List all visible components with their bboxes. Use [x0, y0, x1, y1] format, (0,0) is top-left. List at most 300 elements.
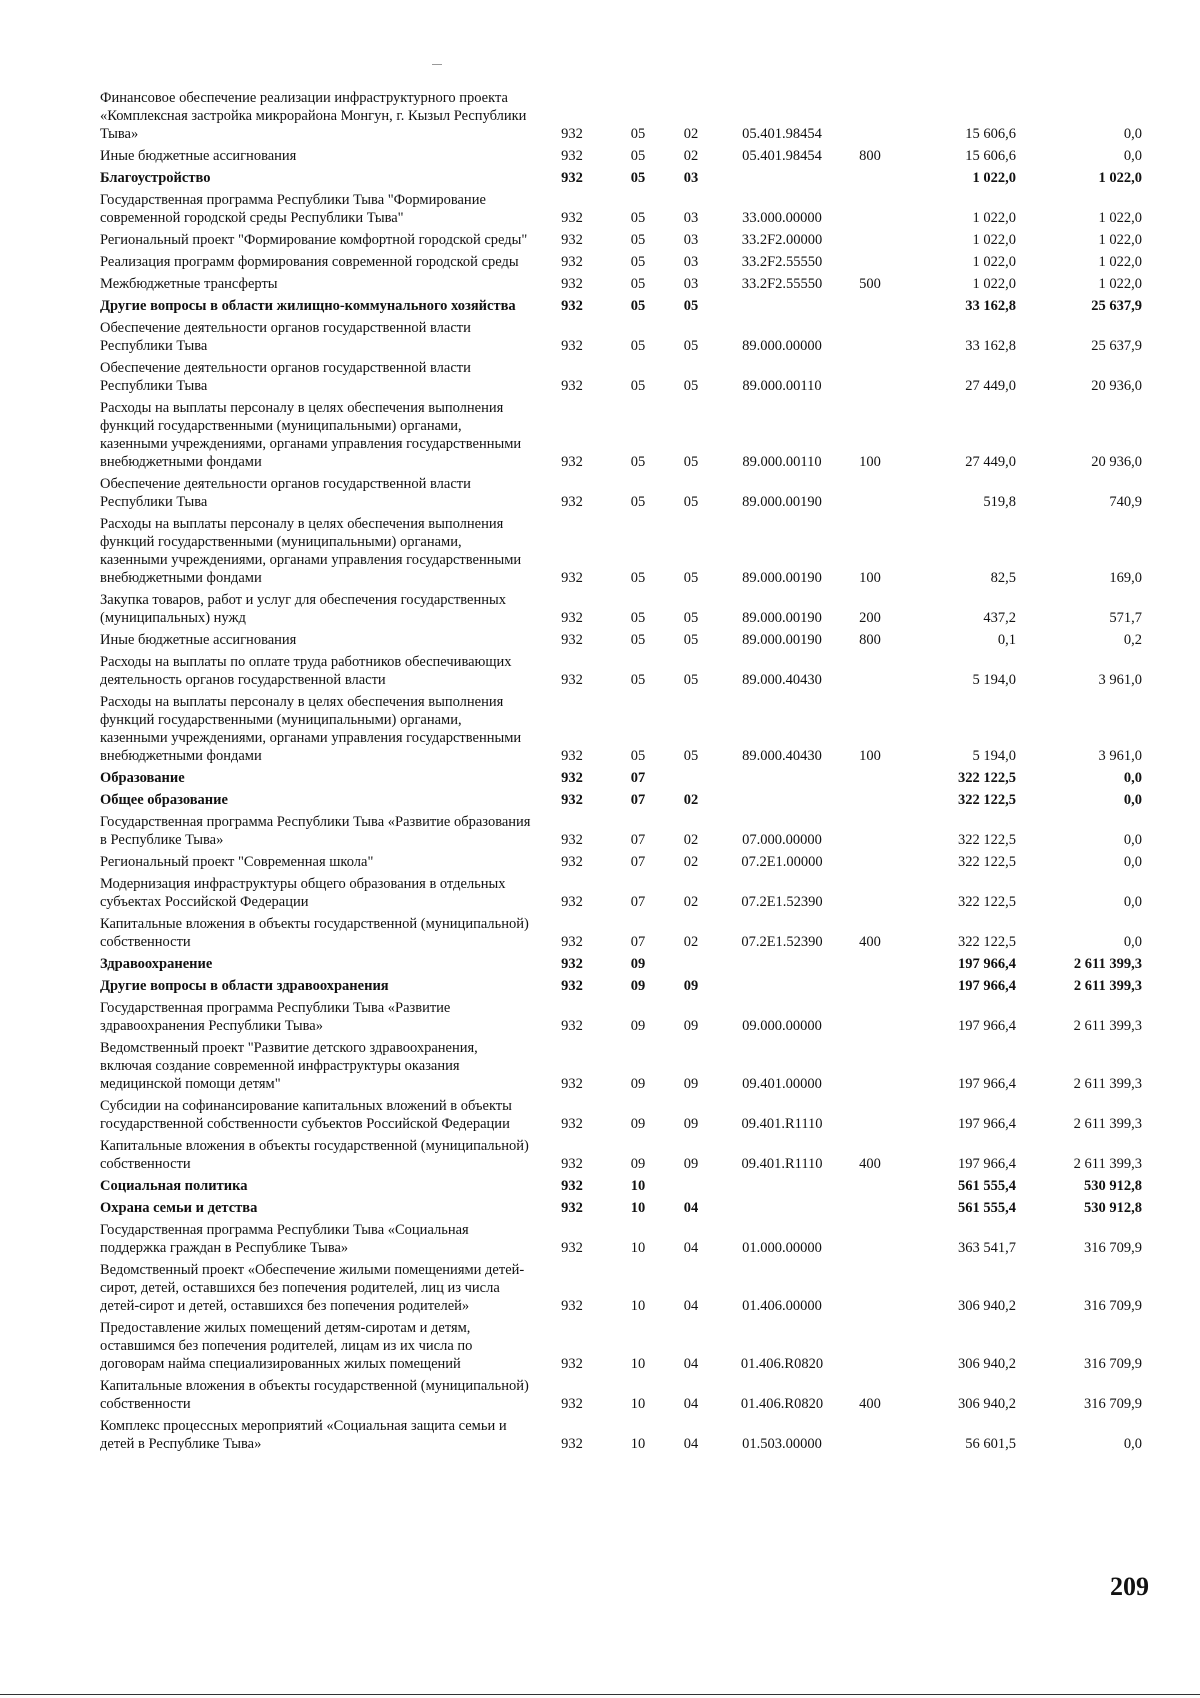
row-ved-cell: 932 [561, 378, 583, 394]
row-amount-2-cell: 0,0 [1123, 792, 1142, 808]
row-amount-1-cell: 1 022,0 [972, 254, 1016, 270]
row-name-cell: Субсидии на софинансирование капитальных вложений в объекты государственной собственности субъектов Российской Федерации [100, 1098, 512, 1132]
table-row [100, 954, 1142, 976]
table-row [100, 1038, 1142, 1096]
row-target-code-cell: 01.406.R0820 [740, 1396, 824, 1412]
row-target-code-cell: 33.000.00000 [742, 210, 822, 226]
row-section-cell: 09 [630, 1156, 646, 1172]
row-ved-cell: 932 [561, 792, 583, 808]
row-amount-1-cell: 322 122,5 [958, 894, 1016, 910]
row-name-cell: Охрана семьи и детства [100, 1200, 258, 1216]
row-section-cell: 07 [630, 854, 646, 870]
row-expense-type-cell [846, 168, 894, 190]
row-target-code-cell: 89.000.00190 [742, 610, 822, 626]
table-row [100, 630, 1142, 652]
table-row [100, 998, 1142, 1038]
row-name-cell: Капитальные вложения в объекты государственной (муниципальной) собственности [100, 1378, 529, 1412]
row-ved-cell: 932 [561, 770, 583, 786]
row-amount-2-cell: 1 022,0 [1098, 232, 1142, 248]
row-amount-1-cell: 5 194,0 [972, 748, 1016, 764]
row-name-cell: Социальная политика [100, 1178, 248, 1194]
row-subsection-cell: 09 [683, 978, 699, 994]
bottom-divider [0, 1694, 1200, 1695]
row-expense-type-cell [846, 358, 894, 398]
row-name-cell: Капитальные вложения в объекты государственной (муниципальной) собственности [100, 1138, 529, 1172]
row-target-code-cell [718, 296, 846, 318]
row-expense-type-cell [846, 230, 894, 252]
row-subsection-cell [664, 954, 718, 976]
row-expense-type-cell: 800 [859, 148, 881, 164]
row-name-cell: Финансовое обеспечение реализации инфраструктурного проекта «Комплексная застройка микрорайона Монгун, г. Кызыл Республики Тыва» [100, 90, 527, 142]
row-amount-1-cell: 56 601,5 [965, 1436, 1016, 1452]
row-ved-cell: 932 [561, 126, 583, 142]
row-amount-2-cell: 0,0 [1123, 934, 1142, 950]
row-section-cell: 05 [630, 298, 646, 314]
row-target-code-cell: 01.000.00000 [742, 1240, 822, 1256]
row-expense-type-cell [846, 1318, 894, 1376]
table-row [100, 1136, 1142, 1176]
row-name-cell: Ведомственный проект "Развитие детского здравоохранения, включая создание современной инфраструктуры оказания медицинской помощи детям" [100, 1040, 478, 1092]
row-target-code-cell: 07.2E1.00000 [741, 854, 823, 870]
row-ved-cell: 932 [561, 832, 583, 848]
row-target-code-cell: 89.000.00110 [742, 378, 822, 394]
row-name-cell: Здравоохранение [100, 956, 213, 972]
row-target-code-cell: 07.000.00000 [742, 832, 822, 848]
row-subsection-cell [664, 768, 718, 790]
row-expense-type-cell [846, 812, 894, 852]
row-name-cell: Образование [100, 770, 185, 786]
row-amount-2-cell: 0,0 [1123, 770, 1142, 786]
row-section-cell: 09 [630, 1116, 646, 1132]
row-expense-type-cell: 800 [859, 632, 881, 648]
row-amount-1-cell: 322 122,5 [958, 854, 1016, 870]
row-name-cell: Государственная программа Республики Тыва «Развитие здравоохранения Республики Тыва» [100, 1000, 451, 1034]
row-section-cell: 10 [630, 1396, 646, 1412]
row-amount-2-cell: 2 611 399,3 [1073, 956, 1142, 972]
row-section-cell: 05 [630, 254, 646, 270]
row-subsection-cell: 02 [683, 148, 699, 164]
row-ved-cell: 932 [561, 570, 583, 586]
row-ved-cell: 932 [561, 232, 583, 248]
row-target-code-cell [718, 1198, 846, 1220]
table-row [100, 1096, 1142, 1136]
row-section-cell: 05 [630, 454, 646, 470]
row-name-cell: Расходы на выплаты персоналу в целях обеспечения выполнения функций государственными (муниципальными) органами, казенными учреждениями, органами управления государственными внебюджетными фондами [100, 694, 522, 764]
row-amount-2-cell: 2 611 399,3 [1073, 978, 1142, 994]
row-section-cell: 05 [630, 338, 646, 354]
row-target-code-cell: 89.000.00190 [742, 570, 822, 586]
row-section-cell: 05 [630, 610, 646, 626]
row-name-cell: Другие вопросы в области жилищно-коммунального хозяйства [100, 298, 516, 314]
row-section-cell: 05 [630, 232, 646, 248]
row-name-cell: Региональный проект "Формирование комфортной городской среды" [100, 232, 528, 248]
row-ved-cell: 932 [561, 1298, 583, 1314]
row-ved-cell: 932 [561, 1178, 583, 1194]
row-amount-2-cell: 571,7 [1109, 610, 1142, 626]
row-section-cell: 09 [630, 1076, 646, 1092]
row-ved-cell: 932 [561, 1436, 583, 1452]
row-subsection-cell: 04 [683, 1396, 699, 1412]
row-expense-type-cell: 500 [859, 276, 881, 292]
row-amount-1-cell: 33 162,8 [965, 298, 1016, 314]
row-section-cell: 09 [630, 1018, 646, 1034]
row-amount-2-cell: 316 709,9 [1084, 1298, 1142, 1314]
row-amount-1-cell: 322 122,5 [958, 770, 1016, 786]
row-amount-1-cell: 82,5 [990, 570, 1016, 586]
table-row [100, 874, 1142, 914]
row-subsection-cell: 05 [683, 454, 699, 470]
table-row [100, 590, 1142, 630]
budget-table [100, 88, 1142, 1456]
row-section-cell: 07 [630, 832, 646, 848]
row-amount-1-cell: 1 022,0 [972, 232, 1016, 248]
row-name-cell: Межбюджетные трансферты [100, 276, 278, 292]
row-expense-type-cell [846, 874, 894, 914]
row-amount-2-cell: 3 961,0 [1098, 672, 1142, 688]
row-amount-2-cell: 316 709,9 [1084, 1240, 1142, 1256]
row-section-cell: 05 [630, 170, 646, 186]
row-subsection-cell: 02 [683, 894, 699, 910]
row-subsection-cell: 09 [683, 1116, 699, 1132]
row-expense-type-cell: 400 [859, 1156, 881, 1172]
budget-table-body [100, 88, 1142, 1456]
row-target-code-cell [718, 790, 846, 812]
row-name-cell: Расходы на выплаты по оплате труда работников обеспечивающих деятельность органов государственной власти [100, 654, 512, 688]
row-target-code-cell: 05.401.98454 [742, 148, 822, 164]
row-section-cell: 05 [630, 276, 646, 292]
row-name-cell: Благоустройство [100, 170, 211, 186]
row-section-cell: 05 [630, 632, 646, 648]
row-section-cell: 05 [630, 748, 646, 764]
table-row [100, 168, 1142, 190]
row-amount-2-cell: 740,9 [1109, 494, 1142, 510]
row-section-cell: 07 [630, 894, 646, 910]
scan-mark [432, 64, 442, 65]
table-row [100, 790, 1142, 812]
row-name-cell: Обеспечение деятельности органов государственной власти Республики Тыва [100, 360, 471, 394]
row-expense-type-cell [846, 1176, 894, 1198]
row-ved-cell: 932 [561, 148, 583, 164]
row-expense-type-cell [846, 998, 894, 1038]
row-target-code-cell: 07.2E1.52390 [741, 934, 823, 950]
row-subsection-cell: 05 [683, 672, 699, 688]
row-target-code-cell: 01.406.00000 [742, 1298, 822, 1314]
row-name-cell: Общее образование [100, 792, 228, 808]
row-amount-1-cell: 27 449,0 [965, 378, 1016, 394]
table-row [100, 252, 1142, 274]
row-target-code-cell [718, 976, 846, 998]
row-amount-1-cell: 197 966,4 [958, 1116, 1016, 1132]
row-target-code-cell: 89.000.40430 [742, 748, 822, 764]
row-ved-cell: 932 [561, 276, 583, 292]
row-target-code-cell: 01.406.R0820 [740, 1356, 824, 1372]
table-row [100, 398, 1142, 474]
row-section-cell: 10 [630, 1200, 646, 1216]
row-expense-type-cell [846, 1038, 894, 1096]
table-row [100, 230, 1142, 252]
row-ved-cell: 932 [561, 1156, 583, 1172]
row-name-cell: Капитальные вложения в объекты государственной (муниципальной) собственности [100, 916, 529, 950]
row-amount-2-cell: 2 611 399,3 [1073, 1076, 1142, 1092]
row-amount-1-cell: 27 449,0 [965, 454, 1016, 470]
row-subsection-cell: 04 [683, 1240, 699, 1256]
table-row [100, 652, 1142, 692]
table-row [100, 1198, 1142, 1220]
row-expense-type-cell: 400 [859, 934, 881, 950]
table-row [100, 812, 1142, 852]
row-amount-2-cell: 316 709,9 [1084, 1396, 1142, 1412]
page-number: 209 [1110, 1572, 1149, 1601]
row-section-cell: 09 [630, 956, 646, 972]
row-target-code-cell: 07.2E1.52390 [741, 894, 823, 910]
row-subsection-cell: 04 [683, 1356, 699, 1372]
row-name-cell: Государственная программа Республики Тыва «Социальная поддержка граждан в Республике Тыва» [100, 1222, 469, 1256]
row-subsection-cell: 05 [683, 298, 699, 314]
row-ved-cell: 932 [561, 454, 583, 470]
row-expense-type-cell [846, 1416, 894, 1456]
row-amount-1-cell: 363 541,7 [958, 1240, 1016, 1256]
row-amount-1-cell: 561 555,4 [958, 1200, 1016, 1216]
row-amount-1-cell: 197 966,4 [958, 1156, 1016, 1172]
row-expense-type-cell: 100 [859, 570, 881, 586]
row-target-code-cell: 09.401.00000 [742, 1076, 822, 1092]
row-ved-cell: 932 [561, 748, 583, 764]
row-ved-cell: 932 [561, 1018, 583, 1034]
row-section-cell: 10 [630, 1240, 646, 1256]
row-subsection-cell: 03 [683, 210, 699, 226]
row-amount-1-cell: 322 122,5 [958, 832, 1016, 848]
row-target-code-cell: 09.000.00000 [742, 1018, 822, 1034]
row-name-cell: Реализация программ формирования современной городской среды [100, 254, 519, 270]
row-subsection-cell: 04 [683, 1200, 699, 1216]
table-row [100, 318, 1142, 358]
row-name-cell: Расходы на выплаты персоналу в целях обеспечения выполнения функций государственными (муниципальными) органами, казенными учреждениями, органами управления государственными внебюджетными фондами [100, 400, 522, 470]
table-row [100, 914, 1142, 954]
row-name-cell: Другие вопросы в области здравоохранения [100, 978, 389, 994]
row-expense-type-cell [846, 1198, 894, 1220]
row-target-code-cell: 89.000.40430 [742, 672, 822, 688]
row-expense-type-cell [846, 976, 894, 998]
row-section-cell: 10 [630, 1298, 646, 1314]
table-row [100, 1416, 1142, 1456]
row-amount-2-cell: 0,0 [1123, 894, 1142, 910]
row-expense-type-cell [846, 790, 894, 812]
row-target-code-cell: 33.2F2.55550 [741, 254, 823, 270]
table-row [100, 358, 1142, 398]
row-name-cell: Закупка товаров, работ и услуг для обеспечения государственных (муниципальных) нужд [100, 592, 507, 626]
row-target-code-cell: 89.000.00000 [742, 338, 822, 354]
row-target-code-cell [718, 1176, 846, 1198]
row-subsection-cell: 05 [683, 378, 699, 394]
row-expense-type-cell [846, 852, 894, 874]
row-name-cell: Обеспечение деятельности органов государственной власти Республики Тыва [100, 320, 471, 354]
table-row [100, 1376, 1142, 1416]
row-subsection-cell: 03 [683, 276, 699, 292]
row-amount-1-cell: 1 022,0 [972, 210, 1016, 226]
row-subsection-cell: 04 [683, 1436, 699, 1452]
row-amount-1-cell: 306 940,2 [958, 1298, 1016, 1314]
row-expense-type-cell [846, 88, 894, 146]
row-section-cell: 05 [630, 126, 646, 142]
row-ved-cell: 932 [561, 1200, 583, 1216]
row-amount-1-cell: 1 022,0 [972, 276, 1016, 292]
row-amount-2-cell: 25 637,9 [1091, 298, 1142, 314]
row-subsection-cell: 02 [683, 792, 699, 808]
row-expense-type-cell: 100 [859, 748, 881, 764]
row-target-code-cell: 89.000.00110 [742, 454, 822, 470]
table-row [100, 296, 1142, 318]
row-subsection-cell: 05 [683, 494, 699, 510]
row-amount-2-cell: 0,0 [1123, 1436, 1142, 1452]
row-expense-type-cell [846, 318, 894, 358]
row-amount-1-cell: 1 022,0 [972, 170, 1016, 186]
table-row [100, 852, 1142, 874]
row-ved-cell: 932 [561, 338, 583, 354]
row-expense-type-cell [846, 252, 894, 274]
row-subsection-cell: 09 [683, 1076, 699, 1092]
row-ved-cell: 932 [561, 632, 583, 648]
row-name-cell: Модернизация инфраструктуры общего образования в отдельных субъектах Российской Федерации [100, 876, 506, 910]
row-ved-cell: 932 [561, 1116, 583, 1132]
row-section-cell: 09 [630, 978, 646, 994]
row-amount-2-cell: 2 611 399,3 [1073, 1018, 1142, 1034]
row-amount-1-cell: 519,8 [983, 494, 1016, 510]
row-amount-1-cell: 197 966,4 [958, 978, 1016, 994]
row-subsection-cell [664, 1176, 718, 1198]
row-name-cell: Региональный проект "Современная школа" [100, 854, 374, 870]
row-target-code-cell: 89.000.00190 [742, 494, 822, 510]
row-ved-cell: 932 [561, 934, 583, 950]
row-expense-type-cell [846, 296, 894, 318]
row-expense-type-cell [846, 768, 894, 790]
row-target-code-cell [718, 954, 846, 976]
row-expense-type-cell [846, 652, 894, 692]
row-amount-1-cell: 306 940,2 [958, 1356, 1016, 1372]
row-ved-cell: 932 [561, 254, 583, 270]
row-subsection-cell: 03 [683, 232, 699, 248]
table-row [100, 976, 1142, 998]
row-name-cell: Иные бюджетные ассигнования [100, 148, 297, 164]
row-ved-cell: 932 [561, 610, 583, 626]
row-target-code-cell: 09.401.R1110 [741, 1116, 823, 1132]
table-row [100, 1318, 1142, 1376]
row-expense-type-cell: 200 [859, 610, 881, 626]
row-ved-cell: 932 [561, 298, 583, 314]
row-target-code-cell [718, 168, 846, 190]
row-name-cell: Ведомственный проект «Обеспечение жилыми помещениями детей-сирот, детей, оставшихся без попечения родителей, лиц из числа детей-сирот и детей, оставшихся без попечения родителей» [100, 1262, 525, 1314]
row-expense-type-cell [846, 1260, 894, 1318]
row-section-cell: 05 [630, 570, 646, 586]
row-section-cell: 05 [630, 494, 646, 510]
row-amount-2-cell: 2 611 399,3 [1073, 1156, 1142, 1172]
table-row [100, 692, 1142, 768]
row-amount-2-cell: 25 637,9 [1091, 338, 1142, 354]
row-subsection-cell: 05 [683, 748, 699, 764]
row-subsection-cell: 09 [683, 1156, 699, 1172]
row-amount-1-cell: 437,2 [983, 610, 1016, 626]
row-section-cell: 07 [630, 770, 646, 786]
row-amount-2-cell: 530 912,8 [1084, 1178, 1142, 1194]
row-ved-cell: 932 [561, 1076, 583, 1092]
row-subsection-cell: 02 [683, 854, 699, 870]
row-subsection-cell: 05 [683, 570, 699, 586]
row-ved-cell: 932 [561, 210, 583, 226]
row-section-cell: 05 [630, 672, 646, 688]
row-target-code-cell: 01.503.00000 [742, 1436, 822, 1452]
row-name-cell: Обеспечение деятельности органов государственной власти Республики Тыва [100, 476, 471, 510]
row-name-cell: Расходы на выплаты персоналу в целях обеспечения выполнения функций государственными (муниципальными) органами, казенными учреждениями, органами управления государственными внебюджетными фондами [100, 516, 522, 586]
row-target-code-cell: 89.000.00190 [742, 632, 822, 648]
table-row [100, 768, 1142, 790]
row-amount-2-cell: 1 022,0 [1098, 170, 1142, 186]
row-amount-1-cell: 197 966,4 [958, 1076, 1016, 1092]
row-amount-2-cell: 3 961,0 [1098, 748, 1142, 764]
row-expense-type-cell [846, 1220, 894, 1260]
row-subsection-cell: 04 [683, 1298, 699, 1314]
row-subsection-cell: 05 [683, 632, 699, 648]
row-target-code-cell: 09.401.R1110 [741, 1156, 823, 1172]
row-target-code-cell [718, 768, 846, 790]
row-name-cell: Государственная программа Республики Тыва "Формирование современной городской среды Республики Тыва" [100, 192, 486, 226]
row-amount-2-cell: 0,2 [1123, 632, 1142, 648]
row-name-cell: Комплекс процессных мероприятий «Социальная защита семьи и детей в Республике Тыва» [100, 1418, 507, 1452]
row-section-cell: 10 [630, 1436, 646, 1452]
row-target-code-cell: 05.401.98454 [742, 126, 822, 142]
row-expense-type-cell [846, 190, 894, 230]
row-amount-2-cell: 316 709,9 [1084, 1356, 1142, 1372]
row-ved-cell: 932 [561, 1396, 583, 1412]
row-ved-cell: 932 [561, 1240, 583, 1256]
row-amount-2-cell: 0,0 [1123, 832, 1142, 848]
row-amount-1-cell: 322 122,5 [958, 792, 1016, 808]
row-subsection-cell: 02 [683, 832, 699, 848]
table-row [100, 1220, 1142, 1260]
row-subsection-cell: 02 [683, 126, 699, 142]
row-expense-type-cell: 100 [859, 454, 881, 470]
row-amount-1-cell: 5 194,0 [972, 672, 1016, 688]
row-ved-cell: 932 [561, 494, 583, 510]
row-amount-2-cell: 1 022,0 [1098, 276, 1142, 292]
row-amount-1-cell: 322 122,5 [958, 934, 1016, 950]
row-ved-cell: 932 [561, 956, 583, 972]
row-subsection-cell: 02 [683, 934, 699, 950]
table-row [100, 1260, 1142, 1318]
row-amount-2-cell: 20 936,0 [1091, 378, 1142, 394]
row-name-cell: Предоставление жилых помещений детям-сиротам и детям, оставшимся без попечения родителей, лицам из их числа по договорам найма специализированных жилых помещений [100, 1320, 473, 1372]
row-amount-1-cell: 306 940,2 [958, 1396, 1016, 1412]
row-target-code-cell: 33.2F2.00000 [741, 232, 823, 248]
row-section-cell: 05 [630, 148, 646, 164]
table-row [100, 474, 1142, 514]
row-subsection-cell: 05 [683, 338, 699, 354]
row-amount-1-cell: 197 966,4 [958, 956, 1016, 972]
row-subsection-cell: 03 [683, 254, 699, 270]
row-amount-2-cell: 1 022,0 [1098, 210, 1142, 226]
row-amount-2-cell: 0,0 [1123, 148, 1142, 164]
row-subsection-cell: 03 [683, 170, 699, 186]
row-ved-cell: 932 [561, 978, 583, 994]
row-expense-type-cell [846, 954, 894, 976]
table-row [100, 514, 1142, 590]
row-ved-cell: 932 [561, 672, 583, 688]
row-expense-type-cell [846, 1096, 894, 1136]
row-section-cell: 10 [630, 1356, 646, 1372]
row-amount-2-cell: 20 936,0 [1091, 454, 1142, 470]
row-expense-type-cell: 400 [859, 1396, 881, 1412]
row-section-cell: 05 [630, 378, 646, 394]
row-amount-2-cell: 0,0 [1123, 854, 1142, 870]
row-section-cell: 07 [630, 792, 646, 808]
